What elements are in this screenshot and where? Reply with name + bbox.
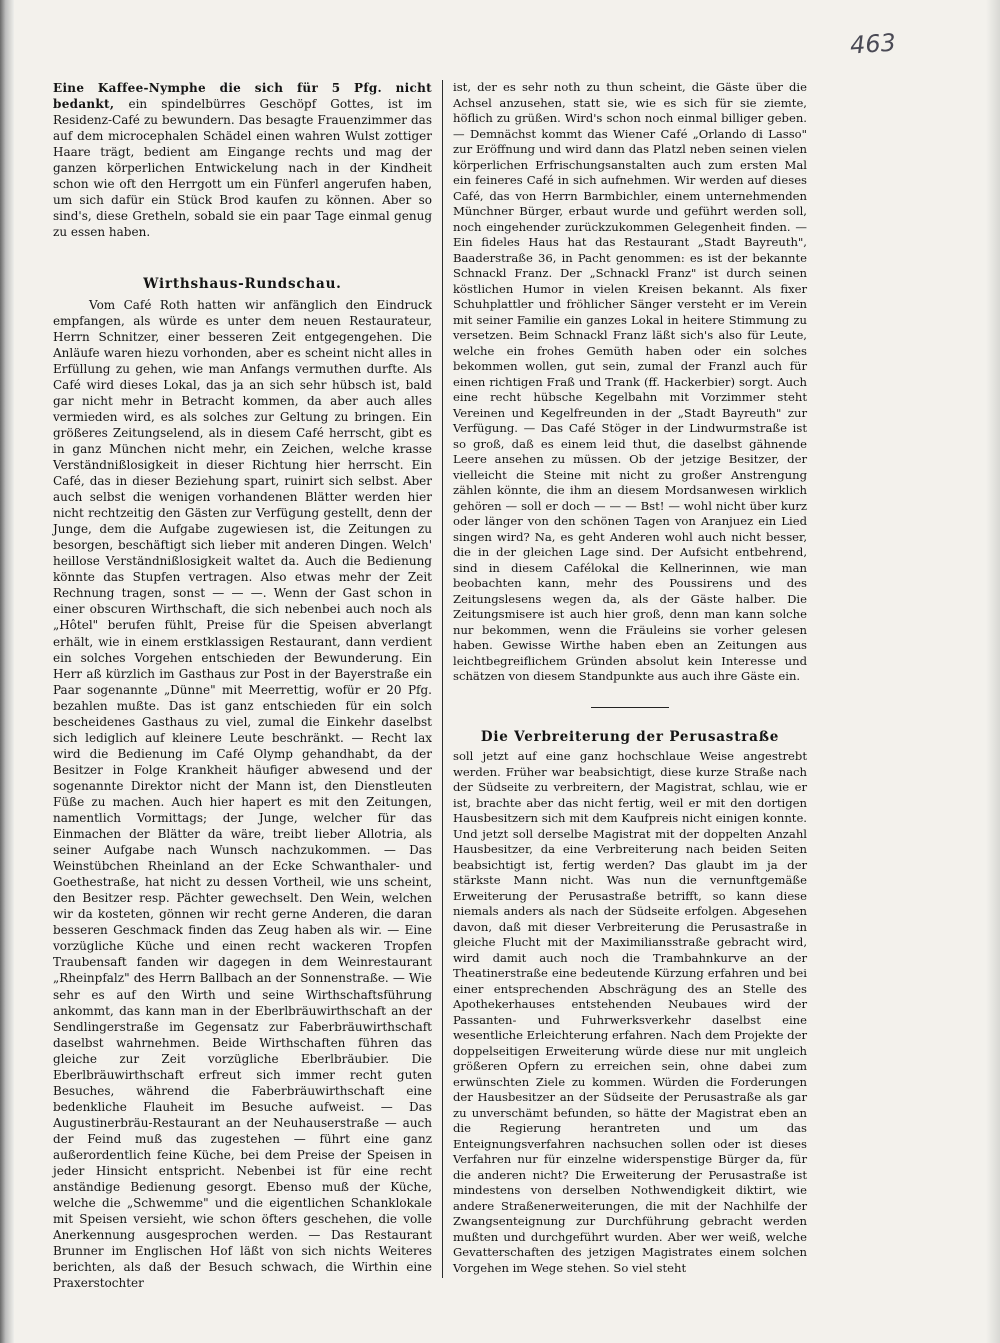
right-column bbox=[453, 80, 807, 1276]
left-column bbox=[53, 80, 432, 1291]
item1-paragraph bbox=[53, 80, 432, 240]
section-heading-wirthshaus: Wirthshaus-Rundschau. bbox=[143, 276, 342, 293]
column-divider bbox=[442, 80, 443, 1278]
section-heading-perusastrasse: Die Verbreiterung der Perusastraße bbox=[480, 728, 780, 745]
item1-lead: Eine Kaffee-Nymphe die sich für 5 Pfg. nicht bedankt, bbox=[53, 81, 432, 112]
section-body-perusastrasse: soll jetzt auf eine ganz hochschlaue Weise angestrebt werden. Früher war beabsichtigt, diese kurze Straße nach der Südseite zu verbreitern, der Magistrat, schlau, wie er ist, brachte aber das nicht fertig, weil er mit den dortigen Hausbesitzern sich mit dem Kaufpreis nicht einigen konnte. Und jetzt soll derselbe Magistrat mit der doppelten Anzahl Hausbesitzer, da eine Verbreiterung nach beiden Seiten beabsichtigt ist, fertig werden? Das glaubt im ja der stärkste Mann nicht. Was nun die vernunftgemäße Erweiterung der Perusastraße betrifft, so kann diese niemals anders als nach der Südseite erfolgen. Abgesehen davon, daß mit dieser Verbreiterung die Perusastraße in gleiche Flucht mit der Maximiliansstraße gebracht wird, wird damit auch noch die Trambahnkurve an der Theatinerstraße eine bedeutende Kürzung erfahren und bei einer entsprechenden Abschrägung des an Stelle des Apothekerhauses entstehenden Neubaues wird der Passanten- und Fuhrwerksverkehr daselbst eine wesentliche Erleichterung erfahren. Nach dem Projekte der doppelseitigen Erweiterung würde diese nur mit ungleich größeren Opfern zu erreichen sein, ohne dabei zum erwünschten Ziele zu kommen. Würden die Forderungen der Hausbesitzer an der Südseite der Perusastraße als gar zu unverschämt befunden, so hätte der Magistrat eben an die Regierung herantreten und um das Enteignungsverfahren nachsuchen sollen oder ist dieses Verfahren nur für einzelne widerspenstige Bürger da, für die anderen nicht? Die Erweiterung der Perusastraße ist mindestens von derselben Nothwendigkeit diktirt, wie andere Straßenerweiterungen, die mit der Nachhilfe der Zwangsenteignung zur Durchführung gebracht werden mußten und durchgeführt wurden. Aber wer weiß, welche Gevatterschaften des jetzigen Magistrates einem solchen Vorgehen im Wege stehen. So viel steht bbox=[453, 749, 807, 1275]
item1-body: ein spindelbürres Geschöpf Gottes, ist im Residenz-Café zu bewundern. Das besagte Frauenzimmer das auf dem microcephalen Schädel einen wahren Wulst zottiger Haare trägt, bedient am Eingange rechts und mag der ganzen körperlichen Entwickelung nach in der Kindheit schon wie oft den Herrgott um ein Fünferl angerufen haben, um sich dafür ein Stück Brod kaufen zu können. Aber so sind's, diese Gretheln, sobald sie ein paar Tage einmal genug zu essen haben. bbox=[53, 97, 432, 240]
handwritten-page-number: 463 bbox=[849, 28, 897, 60]
page-right-edge bbox=[986, 0, 1000, 1343]
continued-paragraph: ist, der es sehr noth zu thun scheint, die Gäste über die Achsel anzusehen, statt sie, wie es sich für sie ziemte, höflich zu grüßen. Wird's schon noch einmal billiger geben. — Demnächst kommt das Wiener Café „Orlando di Lasso" zur Eröffnung und wird dann das Platzl neben seinen vielen körperlichen Erfrischungsanstalten auch zum ersten Mal ein feineres Café in sich aufnehmen. Wir werden auf dieses Café, das von Herrn Barmbichler, einem unternehmenden Münchner Bürger, erbaut wurde und geführt werden soll, noch eingehender zurückzukommen Gelegenheit finden. — Ein fideles Haus hat das Restaurant „Stadt Bayreuth", Baaderstraße 36, in Pacht genommen: es ist der bekannte Schnackl Franz. Der „Schnackl Franz" ist durch seinen köstlichen Humor in vielen Kreisen bekannt. Als fixer Schuhplattler und fröhlicher Sänger versteht er im Verein mit seiner Familie ein ganzes Lokal in heitere Stimmung zu versetzen. Beim Schnackl Franz läßt sich's also für Leute, welche ein frohes Gemüth haben oder ein solches bekommen wollen, gut sein, zumal der Franzl auch für einen richtigen Fraß und Trank (ff. Hackerbier) sorgt. Auch eine recht hübsche Kegelbahn mit Vorzimmer steht Vereinen und Kegelfreunden in der „Stadt Bayreuth" zur Verfügung. — Das Café Stöger in der Lindwurmstraße ist so groß, daß es einem leid thut, die daselbst gähnende Leere ansehen zu müssen. Ob der jetzige Besitzer, der vielleicht die Steine mit nicht zu großer Anstrengung zählen könnte, die ihm an diesem Mordsanwesen wirklich gehören — soll er doch — — — Bst! — wohl nicht über kurz oder länger von den schönen Tagen von Aranjuez ein Lied singen wird? Na, es geht Anderen wohl auch nicht besser, die in der gleichen Lage sind. Der Aufsicht entbehrend, sind in diesem Cafélokal die Kellnerinnen, wie man beobachten kann, mehr des Poussirens und des Zeitungslesens wegen da, als der Gäste halber. Die Zeitungsmisere ist auch hier groß, denn man kann solche nur bekommen, wenn die Fräuleins sie vorher gelesen haben. Gewisse Wirthe haben eben an Zeitungen aus leichtbegreiflichem Gründen absolut kein Interesse und schätzen von diesem Standpunkte aus auch ihre Gäste ein. bbox=[453, 80, 807, 683]
page-binding-shadow bbox=[0, 0, 14, 1343]
section-body-wirthshaus: Vom Café Roth hatten wir anfänglich den Eindruck empfangen, als würde es unter dem neuen Restaurateur, Herrn Schnitzer, einer besseren Zeit entgegengehen. Die Anläufe waren hiezu vorhonden, aber es scheint nicht alles in Erfüllung zu gehen, wie man Anfangs vermuthen durfte. Als Café wird dieses Lokal, das ja an sich sehr hübsch ist, bald gar nicht mehr in Betracht kommen, da aber auch alles vermieden wird, es als solches zur Geltung zu bringen. Ein größeres Zeitungselend, als in diesem Café herrscht, gibt es in ganz München nicht mehr, ein Zeichen, welche krasse Verständnißlosigkeit in dieser Richtung hier herrscht. Ein Café, das in dieser Beziehung spart, ruinirt sich selbst. Aber auch selbst die wenigen vorhandenen Blätter werden hier nicht rechtzeitig den Gästen zur Verfügung gestellt, denn der Junge, dem die Aufgabe zugewiesen ist, die Zeitungen zu besorgen, beschäftigt sich lieber mit anderen Dingen. Welch' heillose Verständnißlosigkeit waltet da. Auch die Bedienung könnte das Stupfen vertragen. Also etwas mehr der Zeit Rechnung tragen, sonst — — —. Wenn der Gast schon in einer obscuren Wirthschaft, die sich nebenbei auch noch als „Hôtel" berufen fühlt, Preise für die Speisen abverlangt erhält, wie in einem erstklassigen Restaurant, dann verdient ein solches Vorgehen entschieden der Bewunderung. Ein Herr aß kürzlich im Gasthaus zur Post in der Bayerstraße ein Paar sogenannte „Dünne" mit Meerrettig, wofür er 20 Pfg. bezahlen mußte. Das ist ganz entschieden für ein solch bescheidenes Gasthaus zu viel, zumal die Einkehr daselbst sich lediglich auf kleinere Leute beschränkt. — Recht lax wird die Bedienung im Café Olymp gehandhabt, da der Besitzer in Folge Krankheit häufiger abwesend und der sogenannte Direktor nicht der Mann ist, den Dienstleuten Füße zu machen. Auch hier hapert es mit den Zeitungen, namentlich Vormittags; der Junge, welcher für das Einmachen der Blätter da wäre, treibt lieber Allotria, als seiner Aufgabe nach Wunsch nachzukommen. — Das Weinstübchen Rheinland an der Ecke Schwanthaler- und Goethestraße, hat nicht zu dessen Vortheil, wie uns scheint, den Besitzer resp. Pächter gewechselt. Den Wein, welchen wir da kosteten, gönnen wir recht gerne Anderen, die daran besseren Geschmack finden das Zeug haben als wir. — Eine vorzügliche Küche und einen recht wackeren Tropfen Traubensaft fanden wir dagegen in dem Weinrestaurant „Rheinpfalz" des Herrn Ballbach an der Sonnenstraße. — Wie sehr es auf den Wirth und seine Wirthschaftsführung ankommt, das kann man in der Eberlbräuwirthschaft an der Sendlingerstraße im Gegensatz zur Faberbräuwirthschaft daselbst wahrnehmen. Beide Wirthschaften führen das gleiche zur Zeit vorzügliche Eberlbräubier. Die Eberlbräuwirthschaft erfreut sich immer recht guten Besuches, während die Faberbräuwirthschaft eine bedenkliche Flauheit im Besuche aufweist. — Das Augustinerbräu-Restaurant an der Neuhauserstraße — auch der Feind muß das zugestehen — führt eine ganz außerordentlich feine Küche, bei dem Preise der Speisen in jeder Hinsicht entspricht. Nebenbei ist für eine recht anständige Bedienung gesorgt. Ebenso muß der Küche, welche die „Schwemme" und die eigentlichen Schanklokale mit Speisen versieht, wie schon öfters geschehen, die volle Anerkennung ausgesprochen werden. — Das Restaurant Brunner im Englischen Hof läßt von sich nichts Weiteres berichten, als daß der Besuch schwach, die Wirthin eine Praxerstochter bbox=[53, 297, 432, 1291]
